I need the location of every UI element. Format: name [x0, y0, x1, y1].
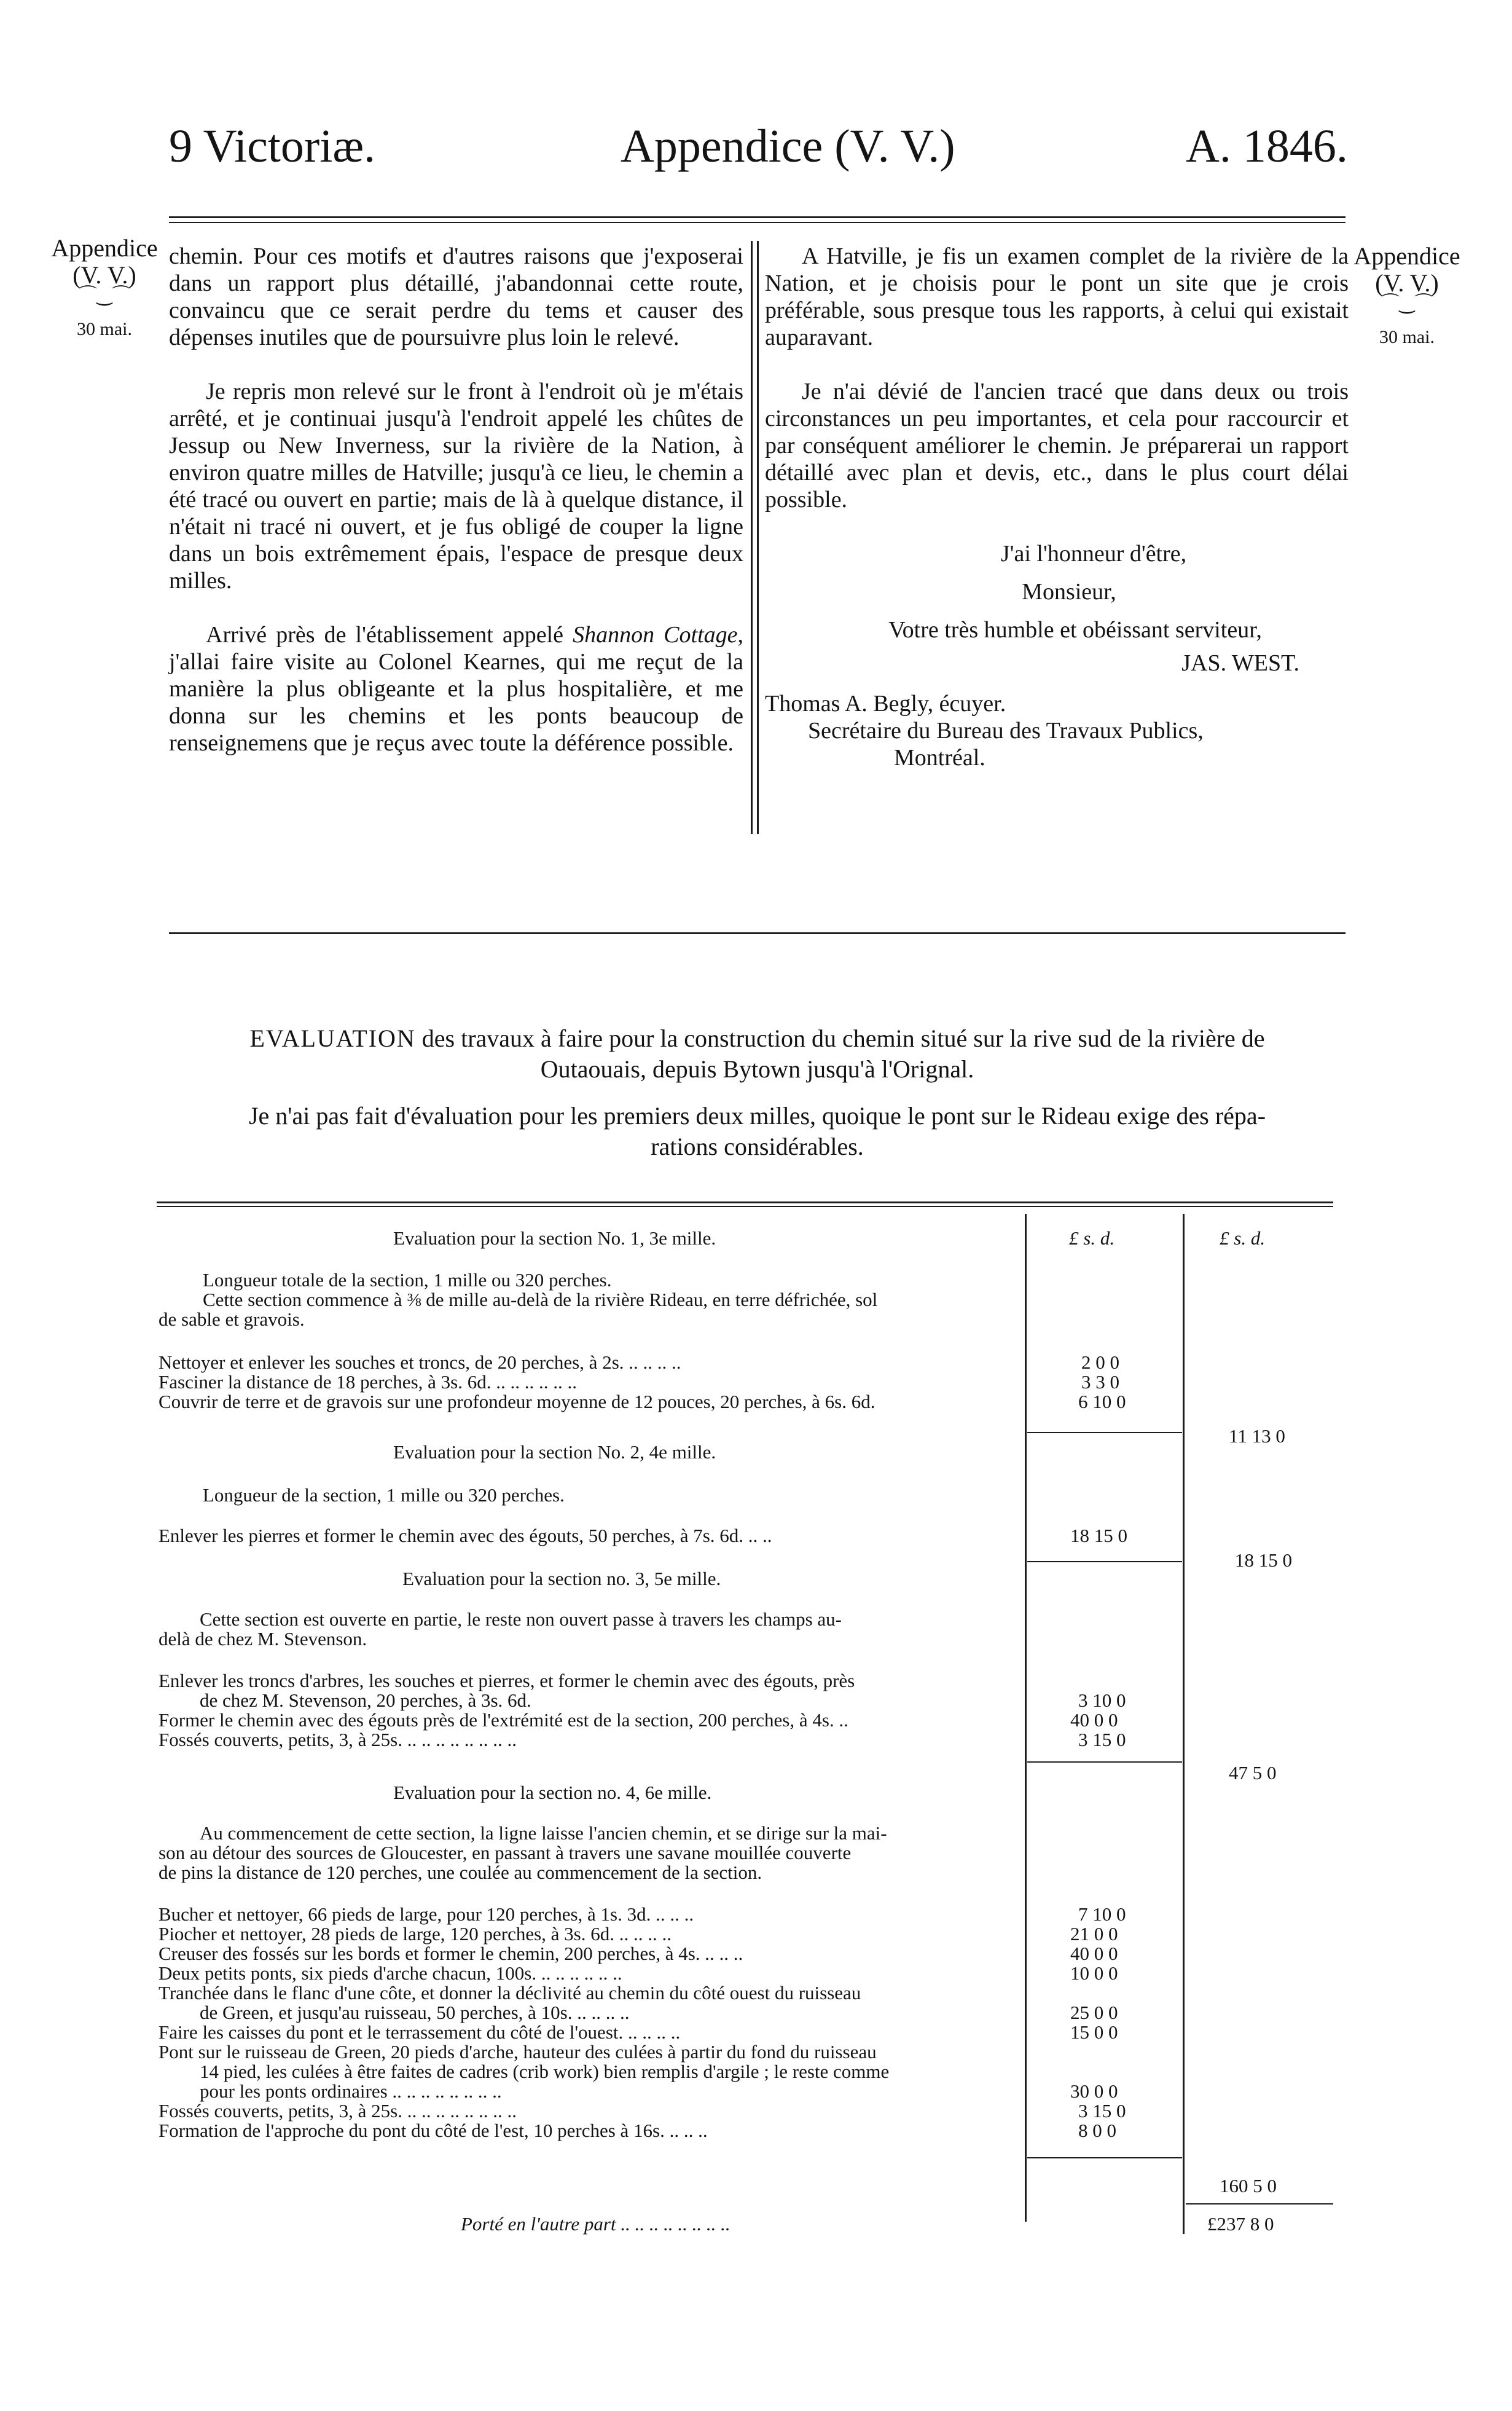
- section-3-title: Evaluation pour la section no. 3, 5e mille.: [402, 1568, 721, 1589]
- evaluation-note-line2: rations considérables.: [651, 1133, 864, 1160]
- header-rule-top: [169, 216, 1346, 218]
- left-paragraph-3: Arrivé près de l'établissement appelé Shannon Cottage, j'allai faire visite au Colonel Kearnes, qui me reçut de la manière la plus obligeante et la plus hospitalière, et me donna sur les chemins et les ponts beaucoup de renseignemens que je reçus avec toute la déférence possible.: [169, 622, 743, 756]
- column-divider-2: [757, 241, 759, 834]
- recipient: Thomas A. Begly, écuyer.: [765, 691, 1006, 717]
- subtotal-rule: [1027, 2157, 1182, 2158]
- section-1-desc-3: de sable et gravois.: [159, 1308, 305, 1330]
- table-row: Enlever les troncs d'arbres, les souches et pierres, et former le chemin avec des égouts, près: [159, 1670, 855, 1691]
- table-row: Pont sur le ruisseau de Green, 20 pieds d'arche, hauteur des culées à partir du fond du ruisseau: [159, 2041, 877, 2063]
- table-rule-top: [157, 1202, 1333, 1203]
- header-center: Appendice (V. V.): [621, 120, 955, 172]
- table-row: Bucher et nettoyer, 66 pieds de large, pour 120 perches, à 1s. 3d. .. .. ..: [159, 1903, 694, 1925]
- column-header-2: £ s. d.: [1220, 1227, 1266, 1249]
- table-value: 7 10 0: [1078, 1903, 1126, 1925]
- table-value: 18 15 0: [1070, 1525, 1127, 1546]
- table-row-continued: 14 pied, les culées à être faites de cadres (crib work) bien remplis d'argile ; le reste comme: [200, 2061, 890, 2082]
- table-value: 3 15 0: [1078, 1729, 1126, 1750]
- column-header-1: £ s. d.: [1069, 1227, 1115, 1249]
- header-right: A. 1846.: [1186, 120, 1348, 172]
- section-2-title: Evaluation pour la section No. 2, 4e mille.: [393, 1441, 716, 1463]
- section-1-desc-2: Cette section commence à ⅜ de mille au-delà de la rivière Rideau, en terre défrichée, sol: [203, 1289, 878, 1310]
- table-value: 2 0 0: [1081, 1351, 1119, 1373]
- left-paragraph-1: chemin. Pour ces motifs et d'autres raisons que j'exposerai dans un rapport plus détaillé, j'abandonnai cette route, convaincu que ce serait perdre du tems et causer des dépenses inutiles que de poursuivre plus loin le relevé.: [169, 243, 743, 350]
- evaluation-heading: EVALUATION des travaux à faire pour la construction du chemin situé sur la rive sud de la rivière de Outaouais, depuis Bytown jusqu'à l'Orignal. Je n'ai pas fait d'évaluation pour les premiers deux milles, quoique le pont sur le Rideau exige des répa- rations considérables.: [169, 1023, 1346, 1162]
- table-column-divider-2: [1183, 1214, 1185, 2234]
- section-3-desc-2: delà de chez M. Stevenson.: [159, 1628, 367, 1650]
- column-divider-1: [751, 241, 753, 834]
- subtotal-rule: [1027, 1432, 1182, 1433]
- section-3-total: 47 5 0: [1229, 1762, 1277, 1784]
- evaluation-note-line1: Je n'ai pas fait d'évaluation pour les premiers deux milles, quoique le pont sur le Rideau exige des répa-: [248, 1102, 1266, 1130]
- section-1-desc-1: Longueur totale de la section, 1 mille ou 320 perches.: [203, 1269, 612, 1291]
- signature: JAS. WEST.: [1181, 650, 1299, 676]
- table-row: Faire les caisses du pont et le terrassement du côté de l'ouest. .. .. .. ..: [159, 2021, 681, 2043]
- section-2-total: 18 15 0: [1235, 1549, 1292, 1571]
- section-3-desc-1: Cette section est ouverte en partie, le reste non ouvert passe à travers les champs au-: [200, 1608, 842, 1630]
- right-paragraph-2: Je n'ai dévié de l'ancien tracé que dans deux ou trois circonstances un peu importantes, et cela pour raccourcir et par conséquent améliorer le chemin. Je préparerai un rapport détaillé avec plan et devis, etc., dans le plus court délai possible.: [765, 379, 1349, 513]
- total-rule: [1186, 2203, 1333, 2205]
- table-column-divider-1: [1025, 1214, 1027, 2222]
- margin-note-left: Appendice (V. V.) ⌒‿⌒ 30 mai.: [51, 234, 158, 339]
- table-value: 3 10 0: [1078, 1689, 1126, 1711]
- table-value: 10 0 0: [1070, 1962, 1118, 1984]
- table-row: Piocher et nettoyer, 28 pieds de large, 120 perches, à 3s. 6d. .. .. .. ..: [159, 1923, 672, 1945]
- table-value: 21 0 0: [1070, 1923, 1118, 1945]
- table-row: Tranchée dans le flanc d'une côte, et donner la déclivité au chemin du côté ouest du ruisseau: [159, 1982, 861, 2004]
- header-left: 9 Victoriæ.: [169, 120, 376, 172]
- section-4-total: 160 5 0: [1220, 2175, 1277, 2197]
- table-row: Former le chemin avec des égouts près de l'extrémité est de la section, 200 perches, à 4s. ..: [159, 1709, 848, 1731]
- table-value: 15 0 0: [1070, 2021, 1118, 2043]
- table-value: 40 0 0: [1070, 1943, 1118, 1964]
- header-rule-bottom: [169, 222, 1346, 223]
- section-4-title: Evaluation pour la section no. 4, 6e mille.: [393, 1782, 712, 1803]
- closing-1: J'ai l'honneur d'être,: [1000, 541, 1187, 567]
- table-row: Couvrir de terre et de gravois sur une profondeur moyenne de 12 pouces, 20 perches, à 6s. 6d.: [159, 1391, 875, 1412]
- margin-note-right: Appendice (V. V.) ⌒‿⌒ 30 mai.: [1353, 242, 1460, 347]
- section-1-total: 11 13 0: [1229, 1425, 1285, 1447]
- subtotal-rule: [1027, 1761, 1182, 1763]
- table-value: 25 0 0: [1070, 2002, 1118, 2023]
- section-1-title: Evaluation pour la section No. 1, 3e mille.: [393, 1227, 716, 1249]
- right-paragraph-1: A Hatville, je fis un examen complet de la rivière de la Nation, et je choisis pour le pont un site que je crois préférable, sous presque tous les rapports, à celui qui existait auparavant.: [765, 243, 1349, 350]
- subtotal-rule: [1027, 1561, 1182, 1562]
- carried-forward-value: £237 8 0: [1207, 2213, 1274, 2235]
- right-column: [765, 243, 1349, 771]
- table-row-continued: de Green, et jusqu'au ruisseau, 50 perches, à 10s. .. .. .. ..: [200, 2002, 630, 2023]
- section-separator: [169, 932, 1346, 934]
- table-row: Creuser des fossés sur les bords et former le chemin, 200 perches, à 4s. .. .. ..: [159, 1943, 743, 1964]
- left-column: [169, 243, 743, 784]
- table-row: Fasciner la distance de 18 perches, à 3s. 6d. .. .. .. .. .. ..: [159, 1371, 577, 1393]
- section-4-desc-2: son au détour des sources de Gloucester, en passant à travers une savane mouillée couverte: [159, 1842, 852, 1863]
- carried-forward-label: Porté en l'autre part .. .. .. .. .. .. .. ..: [461, 2213, 731, 2235]
- table-row: Deux petits ponts, six pieds d'arche chacun, 100s. .. .. .. .. .. ..: [159, 1962, 622, 1984]
- closing-2: Monsieur,: [1022, 579, 1116, 605]
- recipient-place: Montréal.: [894, 745, 985, 771]
- left-paragraph-2: Je repris mon relevé sur le front à l'endroit où je m'étais arrêté, et je continuai jusqu'à l'endroit appelé les chûtes de Jessup ou New Inverness, sur la rivière de la Nation, à environ quatre milles de Hatville; jusqu'à ce lieu, le chemin a été tracé ou ouvert en partie; mais de là à quelque distance, il n'était ni tracé ni ouvert, et je fus obligé de couper la ligne dans un bois extrêmement épais, l'espace de presque deux milles.: [169, 379, 743, 594]
- table-value: 6 10 0: [1078, 1391, 1126, 1412]
- table-row-continued: pour les ponts ordinaires .. .. .. .. .. .. .. ..: [200, 2080, 502, 2102]
- shannon-cottage: Shannon Cottage: [573, 622, 738, 648]
- table-row: Fossés couverts, petits, 3, à 25s. .. .. .. .. .. .. .. ..: [159, 2100, 517, 2122]
- section-4-desc-1: Au commencement de cette section, la ligne laisse l'ancien chemin, et se dirige sur la mai-: [200, 1822, 887, 1844]
- table-value: 30 0 0: [1070, 2080, 1118, 2102]
- table-row: Formation de l'approche du pont du côté de l'est, 10 perches à 16s. .. .. ..: [159, 2120, 708, 2141]
- table-row-continued: de chez M. Stevenson, 20 perches, à 3s. 6d.: [200, 1689, 531, 1711]
- section-4-desc-3: de pins la distance de 120 perches, une coulée au commencement de la section.: [159, 1862, 762, 1883]
- table-row: Nettoyer et enlever les souches et troncs, de 20 perches, à 2s. .. .. .. ..: [159, 1351, 681, 1373]
- table-rule-top-2: [157, 1206, 1333, 1207]
- table-value: 3 15 0: [1078, 2100, 1126, 2122]
- closing-3: Votre très humble et obéissant serviteur,: [888, 617, 1262, 643]
- evaluation-title-word: EVALUATION: [249, 1025, 416, 1052]
- evaluation-title-line2: Outaouais, depuis Bytown jusqu'à l'Orignal.: [540, 1055, 974, 1083]
- table-value: 8 0 0: [1078, 2120, 1116, 2141]
- table-row: Fossés couverts, petits, 3, à 25s. .. .. .. .. .. .. .. ..: [159, 1729, 517, 1750]
- table-value: 40 0 0: [1070, 1709, 1118, 1731]
- table-value: 3 3 0: [1081, 1371, 1119, 1393]
- table-row: Enlever les pierres et former le chemin avec des égouts, 50 perches, à 7s. 6d. .. ..: [159, 1525, 772, 1546]
- section-2-desc-1: Longueur de la section, 1 mille ou 320 perches.: [203, 1484, 565, 1506]
- recipient-title: Secrétaire du Bureau des Travaux Publics,: [808, 718, 1204, 744]
